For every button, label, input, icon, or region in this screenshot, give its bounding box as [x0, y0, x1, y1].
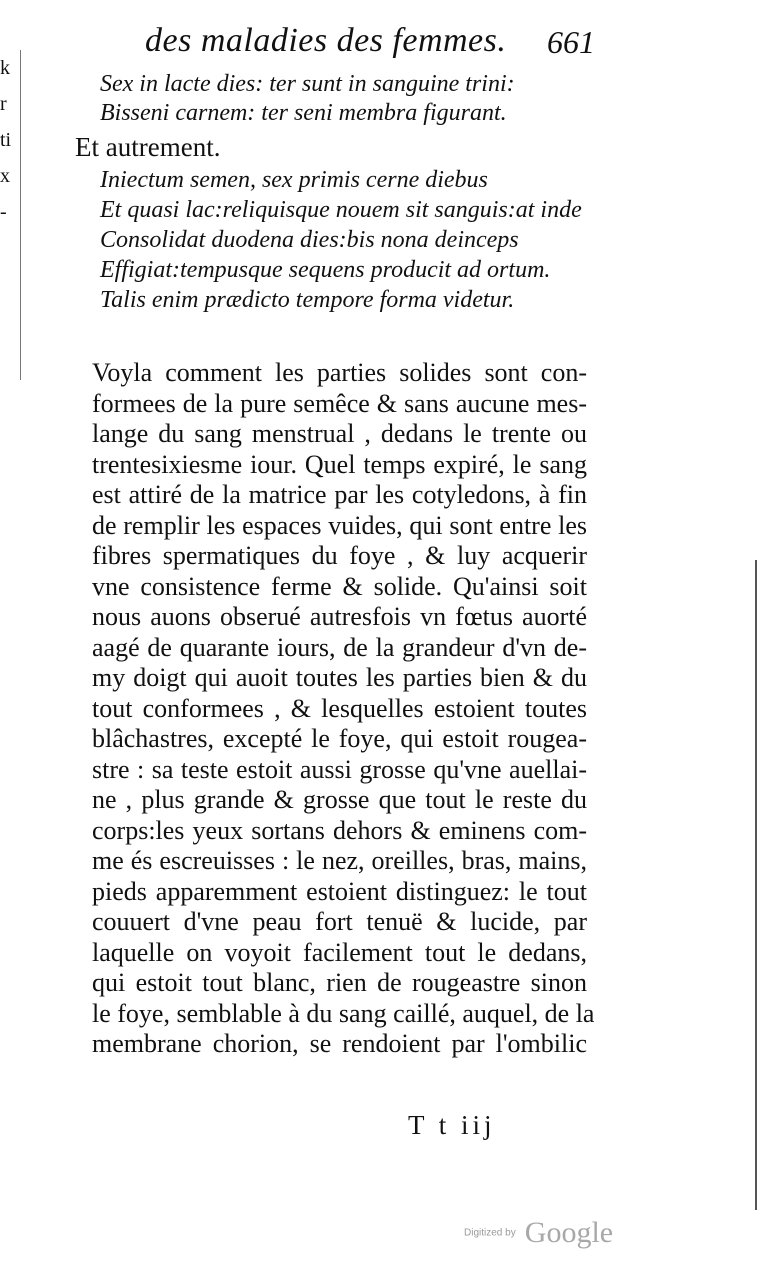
page-number: 661 [547, 24, 595, 60]
text-line: est attiré de la matrice par les cotyledons, à fin [92, 480, 587, 509]
text-line: me és escreuisses : le nez, oreilles, bras, mains, [92, 846, 587, 875]
verse-line: Sex in lacte dies: ter sunt in sanguine trini: [100, 71, 515, 97]
text-line: blâchastres, excepté le foye, qui estoit rougea- [92, 724, 587, 753]
verse-line: Effigiat:tempusque sequens producit ad ortum. [100, 257, 551, 283]
gutter-rule [20, 50, 21, 380]
text-line: de remplir les espaces vuides, qui sont entre les [92, 510, 587, 540]
text-line: lange du sang menstrual , dedans le trente ou [92, 419, 587, 448]
running-title: des maladies des femmes. [145, 22, 507, 59]
gutter-fragment: - [0, 201, 7, 223]
text-line: pieds apparemment estoient distinguez: le tout [92, 876, 587, 906]
verse-line: Bisseni carnem: ter seni membra figurant. [100, 100, 507, 126]
text-line: membrane chorion, se rendoient par l'ombilic [92, 1029, 587, 1058]
text-line: qui estoit tout blanc, rien de rougeastre sinon [92, 968, 587, 997]
body-paragraph [92, 358, 595, 1060]
section-heading: Et autrement. [75, 132, 221, 162]
text-line: le foye, semblable à du sang caillé, auquel, de la [92, 998, 595, 1028]
text-line: couuert d'vne peau fort tenuë & lucide, par [92, 907, 587, 936]
gutter-fragment: k [0, 57, 10, 79]
text-line: trentesixiesme iour. Quel temps expiré, le sang [92, 449, 587, 479]
google-logo: Google [524, 1216, 614, 1249]
text-line: my doigt qui auoit toutes les parties bien & du [92, 663, 587, 692]
gutter-fragment: ti [0, 129, 12, 151]
latin-verse-2 [100, 165, 582, 315]
text-line: vne consistence ferme & solide. Qu'ainsi soit [92, 571, 587, 601]
text-line: tout conformees , & lesquelles estoient toutes [92, 693, 587, 723]
verse-line: Talis enim prædicto tempore forma videtur. [100, 287, 515, 313]
page-header [145, 22, 595, 72]
watermark-prefix: Digitized by [464, 1227, 516, 1239]
facing-page-fragments [0, 50, 20, 230]
text-line: formees de la pure semêce & sans aucune mes- [92, 388, 587, 418]
text-line: nous auons obserué autresfois vn fœtus auorté [92, 602, 587, 631]
latin-verse-1 [100, 70, 515, 128]
text-line: stre : sa teste estoit aussi grosse qu'vne auellai- [92, 754, 587, 784]
signature-mark: T t iij [408, 1110, 496, 1140]
gutter-fragment: x [0, 165, 10, 187]
verse-line: Et quasi lac:reliquisque nouem sit sanguis:at inde [100, 197, 582, 223]
text-line: Voyla comment les parties solides sont con- [92, 358, 587, 387]
text-line: laquelle on voyoit facilement tout le dedans, [92, 937, 587, 967]
digitized-watermark [464, 1216, 613, 1250]
text-line: corps:les yeux sortans dehors & eminens com- [92, 815, 587, 845]
page-edge-shadow [755, 560, 757, 1210]
text-line: fibres spermatiques du foye , & luy acquerir [92, 541, 587, 570]
text-line: aagé de quarante iours, de la grandeur d'vn de- [92, 632, 587, 662]
verse-line: Consolidat duodena dies:bis nona deinceps [100, 227, 519, 253]
verse-line: Iniectum semen, sex primis cerne diebus [100, 167, 488, 193]
text-line: ne , plus grande & grosse que tout le reste du [92, 785, 587, 814]
gutter-fragment: r [0, 93, 7, 115]
